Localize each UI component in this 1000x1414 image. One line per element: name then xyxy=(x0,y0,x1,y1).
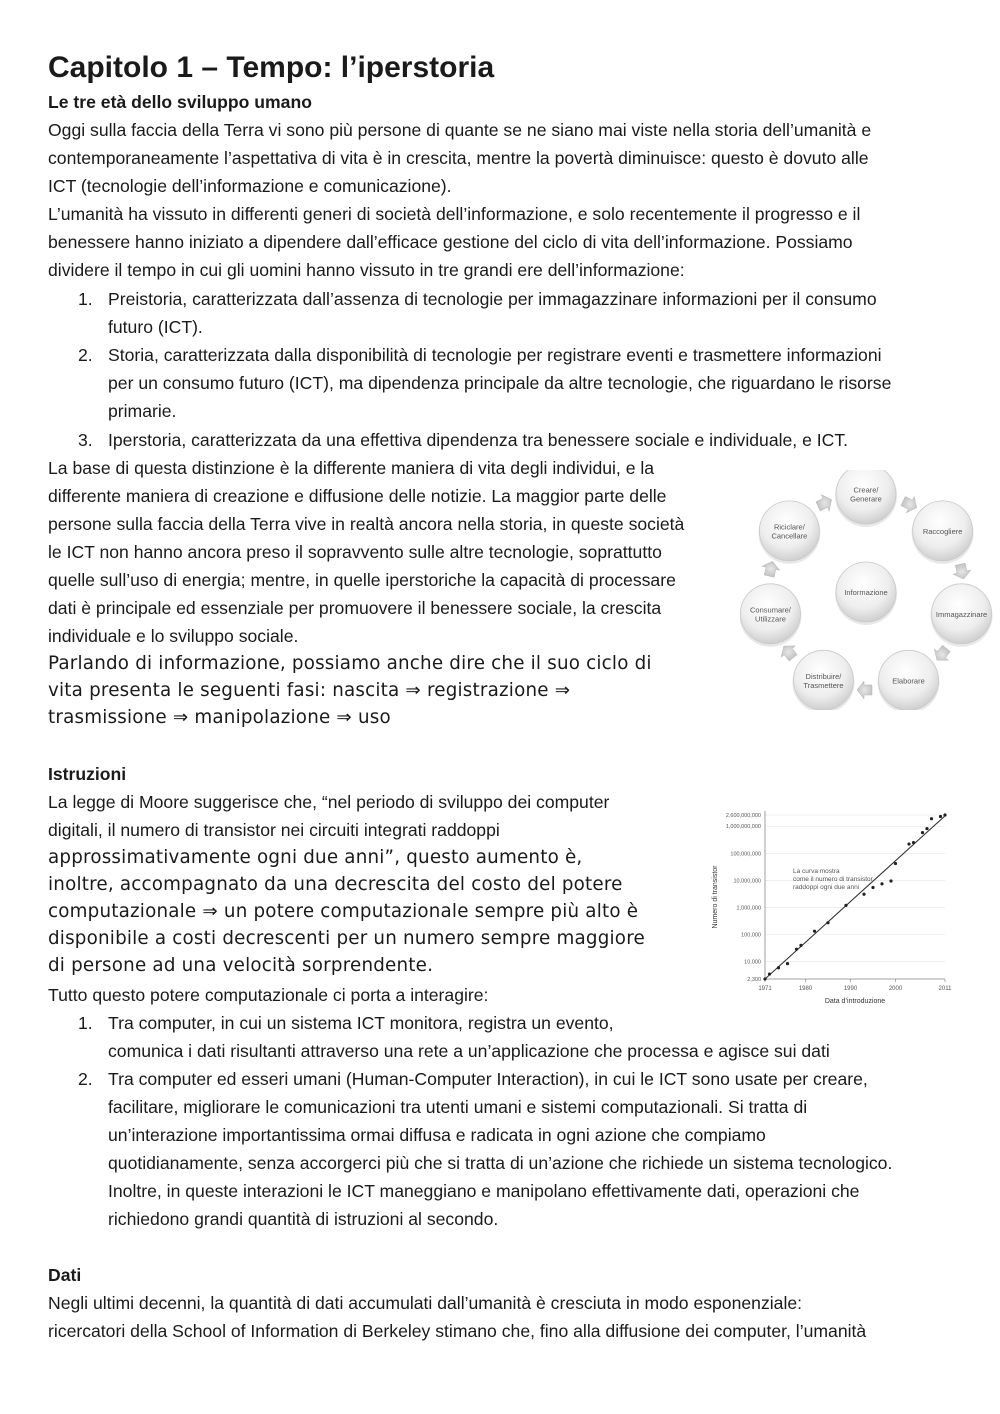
data-point xyxy=(912,841,915,844)
cycle-node xyxy=(878,650,940,710)
y-tick-label: 1,000,000 xyxy=(736,905,761,912)
cycle-arrow xyxy=(951,562,972,581)
list-item-line: comunica i dati risultanti attraverso una rete a un’applicazione che processa e agisce sui dati xyxy=(108,1041,830,1061)
paragraph-line: persone sulla faccia della Terra vive in realtà ancora nella storia, in queste società xyxy=(48,514,685,534)
y-tick-label: 10,000 xyxy=(744,959,761,966)
cycle-node-label: Informazione xyxy=(844,588,888,597)
list-number: 1. xyxy=(78,1013,93,1033)
cycle-node-label: Trasmettere xyxy=(803,680,844,690)
paragraph-line: trasmissione ⇒ manipolazione ⇒ uso xyxy=(48,707,391,728)
data-point xyxy=(777,966,780,969)
information-cycle-diagram xyxy=(740,470,995,710)
paragraph-line: L’umanità ha vissuto in differenti generi di società dell’informazione, e solo recentemente il progresso e il xyxy=(48,204,861,224)
cycle-node-label: Creare/ xyxy=(853,485,879,495)
paragraph-line: individuale e lo sviluppo sociale. xyxy=(48,626,299,646)
data-point xyxy=(925,827,928,830)
cycle-node xyxy=(931,584,993,647)
list-item-line: futuro (ICT). xyxy=(108,317,203,337)
data-point xyxy=(889,879,892,882)
list-item-line: Preistoria, caratterizzata dall’assenza di tecnologie per immagazzinare informazioni per il consumo xyxy=(108,289,877,309)
paragraph-line: Oggi sulla faccia della Terra vi sono più persone di quante se ne siano mai viste nella storia dell’umanità e xyxy=(48,120,872,140)
cycle-node xyxy=(758,501,820,564)
data-point xyxy=(813,930,816,933)
x-tick-label: 1971 xyxy=(758,986,772,992)
cycle-node-label: Distribuire/ xyxy=(805,671,842,681)
paragraph-line: le ICT non hanno ancora preso il sopravvento sulle altre tecnologie, soprattutto xyxy=(48,542,662,562)
paragraph-line: di persone ad una velocità sorprendente. xyxy=(48,955,434,976)
list-number: 1. xyxy=(78,289,93,309)
cycle-node-label: Riciclare/ xyxy=(773,522,805,532)
paragraph-line: vita presenta le seguenti fasi: nascita ⇒ registrazione ⇒ xyxy=(48,680,571,701)
list-item-line: Tra computer, in cui un sistema ICT monitora, registra un evento, xyxy=(108,1013,614,1033)
list-item-line: Iperstoria, caratterizzata da una effettiva dipendenza tra benessere sociale e individuale, e ICT. xyxy=(108,430,849,450)
list-item-line: richiedono grandi quantità di istruzioni al secondo. xyxy=(108,1209,499,1229)
cycle-node xyxy=(835,470,897,527)
list-number: 2. xyxy=(78,345,93,365)
data-point xyxy=(795,948,798,951)
x-tick-label: 2000 xyxy=(888,986,903,992)
data-point xyxy=(907,842,910,845)
data-point xyxy=(894,862,897,865)
y-tick-label: 2,300 xyxy=(747,977,761,983)
list-item-line: Inoltre, in queste interazioni le ICT maneggiano e manipolano effettivamente dati, operazioni che xyxy=(108,1181,860,1201)
y-tick-label: 1,000,000,000 xyxy=(725,824,761,831)
data-point xyxy=(871,886,874,889)
paragraph-line: disponibile a costi decrescenti per un numero sempre maggiore xyxy=(48,928,645,949)
paragraph-line: approssimativamente ogni due anni”, questo aumento è, xyxy=(48,847,583,868)
list-item-line: facilitare, migliorare le comunicazioni tra utenti umani e sistemi computazionali. Si tratta di xyxy=(108,1097,808,1117)
paragraph-line: La base di questa distinzione è la differente maniera di vita degli individui, e la xyxy=(48,458,655,478)
paragraph-line: differente maniera di creazione e diffusione delle notizie. La maggior parte delle xyxy=(48,486,667,506)
paragraph-line: inoltre, accompagnato da una decrescita del costo del potere xyxy=(48,874,623,895)
data-point xyxy=(880,882,883,885)
x-tick-label: 1990 xyxy=(843,986,858,992)
list-item-line: quotidianamente, senza accorgerci più che si tratta di un’azione che richiede un sistema tecnologico. xyxy=(108,1153,893,1173)
y-tick-label: 100,000 xyxy=(741,932,761,939)
paragraph-line: dati è principale ed essenziale per promuovere il benessere sociale, la crescita xyxy=(48,598,662,618)
cycle-center-node xyxy=(835,562,897,625)
chart-annotation: raddoppi ogni due anni xyxy=(793,884,860,891)
paragraph-line: ricercatori della School of Information di Berkeley stimano che, fino alla diffusione dei computer, l’umanità xyxy=(48,1321,867,1341)
paragraph-line: ICT (tecnologie dell’informazione e comunicazione). xyxy=(48,176,452,196)
data-point xyxy=(939,815,942,818)
paragraph-line: digitali, il numero di transistor nei circuiti integrati raddoppi xyxy=(48,820,500,840)
y-tick-label: 2,600,000,000 xyxy=(725,813,761,819)
data-point xyxy=(862,893,865,896)
data-point xyxy=(930,817,933,820)
x-tick-label: 2011 xyxy=(938,986,952,992)
data-point xyxy=(799,944,802,947)
list-item-line: Storia, caratterizzata dalla disponibilità di tecnologie per registrare eventi e trasmettere informazioni xyxy=(108,345,882,365)
list-item-line: un’interazione importantissima ormai diffusa e radicata in ogni azione che compiamo xyxy=(108,1125,766,1145)
cycle-node-label: Elaborare xyxy=(892,676,925,686)
paragraph-line: Negli ultimi decenni, la quantità di dati accumulati dall’umanità è cresciuta in modo esponenziale: xyxy=(48,1293,803,1313)
data-point xyxy=(786,962,789,965)
paragraph-line: contemporaneamente l’aspettativa di vita è in crescita, mentre la povertà diminuisce: questo è dovuto alle xyxy=(48,148,869,168)
y-tick-label: 100,000,000 xyxy=(730,851,761,858)
cycle-node-label: Raccogliere xyxy=(922,526,963,536)
cycle-node xyxy=(740,584,801,647)
data-point xyxy=(826,921,829,924)
paragraph-line: computazionale ⇒ un potere computazionale sempre più alto è xyxy=(48,901,639,922)
paragraph-line: La legge di Moore suggerisce che, “nel periodo di sviluppo dei computer xyxy=(48,792,610,812)
section-heading-ages: Le tre età dello sviluppo umano xyxy=(48,92,312,112)
section-heading-instructions: Istruzioni xyxy=(48,764,127,784)
cycle-arrow xyxy=(930,643,953,666)
cycle-arrow xyxy=(814,492,835,515)
cycle-node-label: Cancellare xyxy=(771,531,808,541)
list-number: 2. xyxy=(78,1069,93,1089)
paragraph-line: quelle sull’uso di energia; mentre, in quelle iperstoriche la capacità di processare xyxy=(48,570,676,590)
trend-line xyxy=(765,816,945,979)
cycle-node xyxy=(792,650,854,710)
y-axis-label: Numero di transistor xyxy=(712,865,719,929)
data-point xyxy=(768,972,771,975)
cycle-node-label: Utilizzare xyxy=(755,614,786,624)
x-tick-label: 1980 xyxy=(798,986,813,992)
list-item-line: per un consumo futuro (ICT), ma dipendenza principale da altre tecnologie, che riguardano le risorse xyxy=(108,373,892,393)
chart-annotation: come il numero di transistor xyxy=(793,876,873,883)
data-point xyxy=(763,977,766,980)
moore-law-chart xyxy=(705,797,995,1022)
cycle-node-label: Generare xyxy=(850,494,882,504)
chart-annotation: La curva mostra xyxy=(793,868,840,875)
paragraph-line: dividere il tempo in cui gli uomini hanno vissuto in tre grandi ere dell’informazione: xyxy=(48,260,685,280)
x-axis-label: Data d’introduzione xyxy=(824,998,886,1005)
data-point xyxy=(943,813,946,816)
paragraph-line: Parlando di informazione, possiamo anche dire che il suo ciclo di xyxy=(48,653,652,674)
chapter-title: Capitolo 1 – Tempo: l’iperstoria xyxy=(48,51,495,84)
paragraph-line: Tutto questo potere computazionale ci porta a interagire: xyxy=(48,985,489,1005)
cycle-node xyxy=(912,501,974,564)
list-number: 3. xyxy=(78,430,93,450)
cycle-node-label: Immagazzinare xyxy=(935,609,988,619)
cycle-arrow xyxy=(899,493,920,516)
data-point xyxy=(921,831,924,834)
section-heading-data: Dati xyxy=(48,1265,82,1285)
list-item-line: Tra computer ed esseri umani (Human-Computer Interaction), in cui le ICT sono usate per creare, xyxy=(108,1069,868,1089)
cycle-arrow xyxy=(857,681,872,699)
cycle-node-label: Consumare/ xyxy=(750,605,791,615)
list-item-line: primarie. xyxy=(108,401,177,421)
data-point xyxy=(844,904,847,907)
paragraph-line: benessere hanno iniziato a dipendere dall’efficace gestione del ciclo di vita dell’informazione. Possiamo xyxy=(48,232,853,252)
cycle-arrow xyxy=(760,559,781,578)
y-tick-label: 10,000,000 xyxy=(733,878,761,885)
